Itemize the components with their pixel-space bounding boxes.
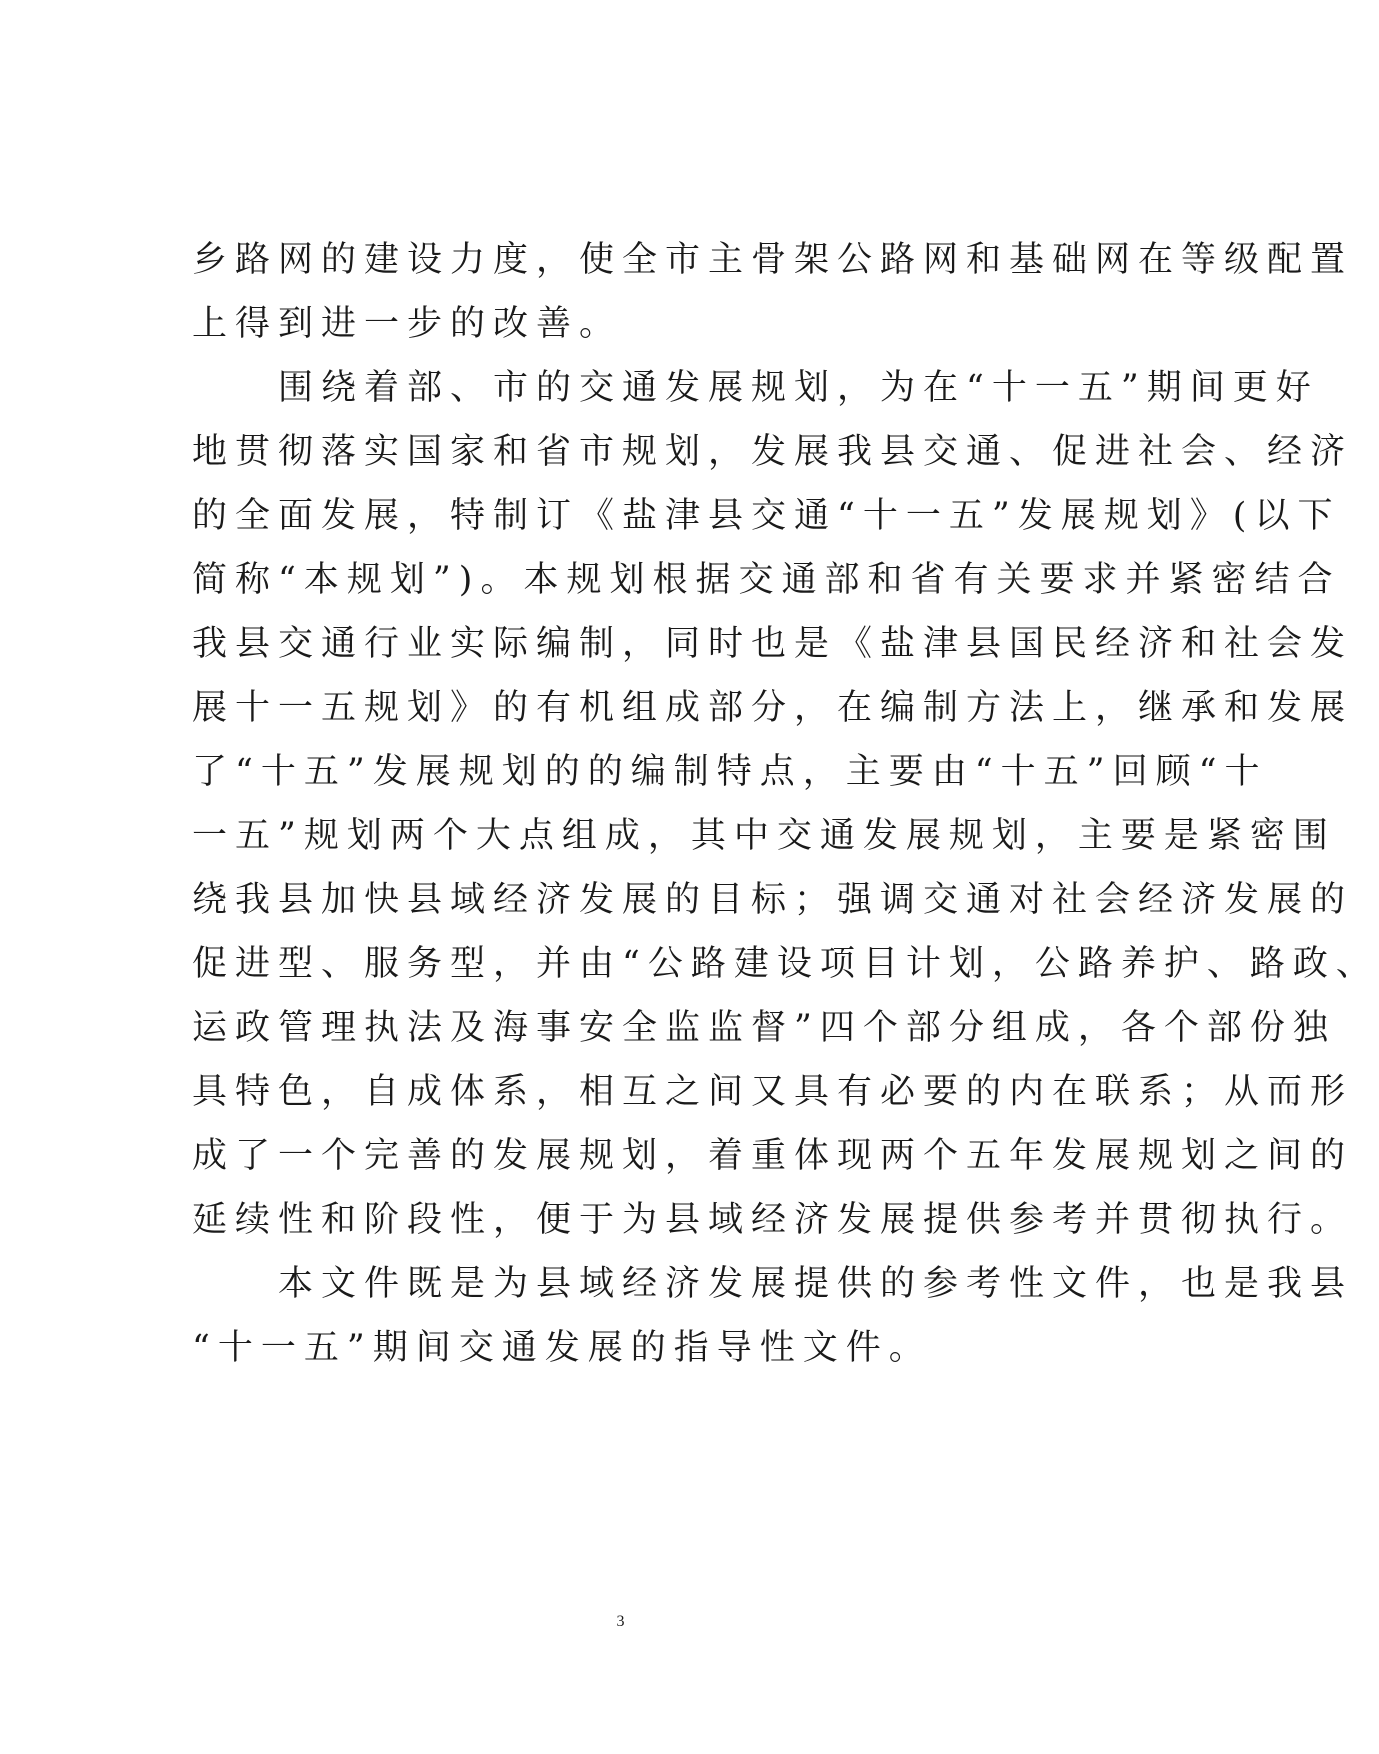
text-line: 延续性和阶段性，便于为县域经济发展提供参考并贯彻执行。: [192, 1200, 1354, 1240]
text-line: 上得到进一步的改善。: [192, 304, 623, 344]
text-line: 具特色，自成体系，相互之间又具有必要的内在联系；从而形: [192, 1072, 1354, 1112]
text-line: 本文件既是为县域经济发展提供的参考性文件，也是我县: [278, 1264, 1354, 1304]
text-line: 我县交通行业实际编制，同时也是《盐津县国民经济和社会发: [192, 624, 1354, 664]
text-line: 成了一个完善的发展规划，着重体现两个五年发展规划之间的: [192, 1136, 1354, 1176]
document-body: [192, 228, 1379, 1380]
paragraph: [192, 356, 1379, 1252]
text-line: 的全面发展，特制订《盐津县交通“十一五”发展规划》(以下: [192, 496, 1341, 536]
page-number: 3: [616, 1613, 625, 1630]
text-line: 一五”规划两个大点组成，其中交通发展规划，主要是紧密围: [192, 816, 1336, 856]
text-line: 展十一五规划》的有机组成部分，在编制方法上，继承和发展: [192, 688, 1354, 728]
paragraph: [192, 228, 1354, 356]
text-line: 地贯彻落实国家和省市规划，发展我县交通、促进社会、经济: [192, 432, 1354, 472]
text-line: 运政管理执法及海事安全监监督”四个部分组成，各个部份独: [192, 1008, 1336, 1048]
text-line: 乡路网的建设力度，使全市主骨架公路网和基础网在等级配置: [192, 240, 1354, 280]
text-line: “十一五”期间交通发展的指导性文件。: [192, 1328, 932, 1368]
text-line: 简称“本规划”)。本规划根据交通部和省有关要求并紧密结合: [192, 560, 1341, 600]
text-line: 绕我县加快县域经济发展的目标；强调交通对社会经济发展的: [192, 880, 1354, 920]
text-line: 促进型、服务型，并由“公路建设项目计划，公路养护、路政、: [192, 944, 1379, 984]
text-line: 围绕着部、市的交通发展规划，为在“十一五”期间更好: [278, 368, 1319, 408]
paragraph: [192, 1252, 1354, 1380]
text-line: 了“十五”发展规划的的编制特点，主要由“十五”回顾“十: [192, 752, 1268, 792]
